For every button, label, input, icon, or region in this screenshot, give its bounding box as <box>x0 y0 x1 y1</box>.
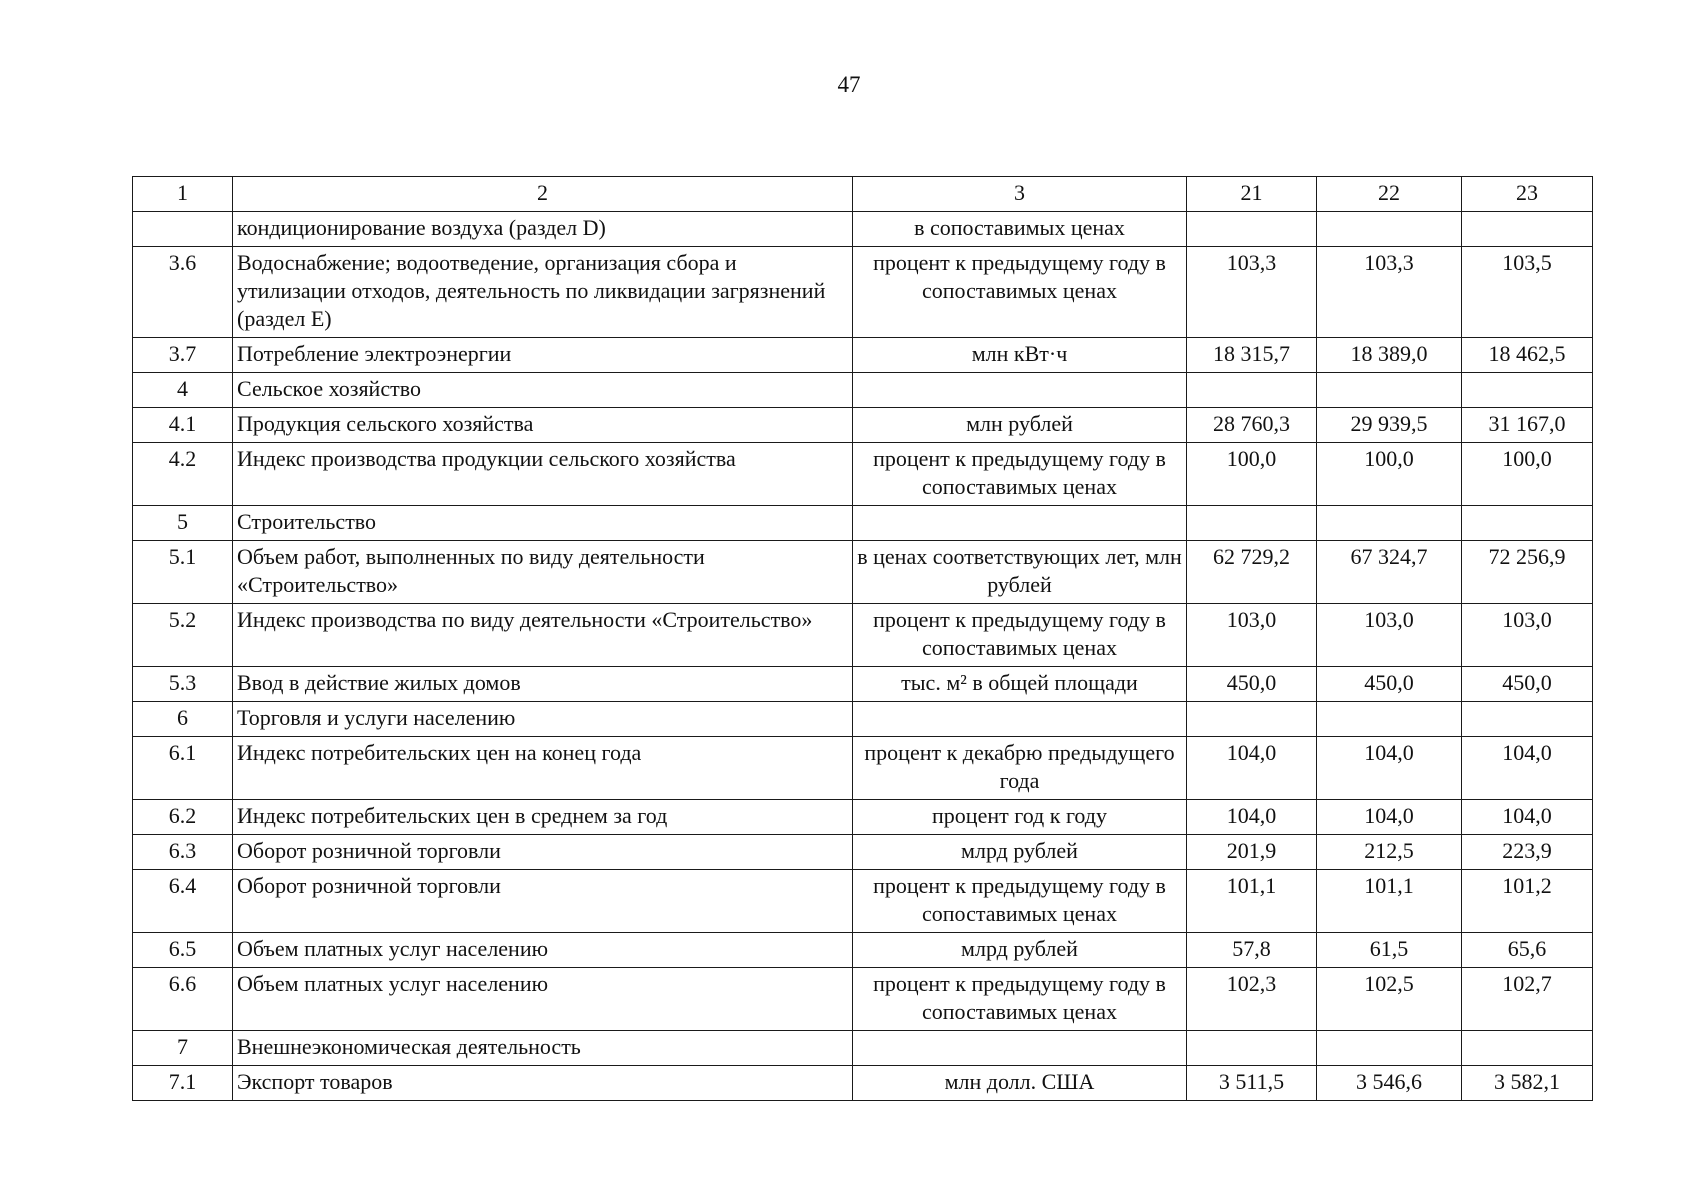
indicator-name: Объем платных услуг населению <box>233 933 853 968</box>
value-2022: 61,5 <box>1317 933 1462 968</box>
value-2021: 104,0 <box>1187 737 1317 800</box>
value-2023: 102,7 <box>1462 968 1593 1031</box>
unit-cell: процент к предыдущему году в сопоставимых ценах <box>853 443 1187 506</box>
table-row <box>133 408 1593 443</box>
row-number: 7.1 <box>133 1066 233 1101</box>
unit-cell: млн долл. США <box>853 1066 1187 1101</box>
unit-cell: процент к предыдущему году в сопоставимых ценах <box>853 870 1187 933</box>
value-2022 <box>1317 212 1462 247</box>
value-2023: 103,0 <box>1462 604 1593 667</box>
row-number: 6.3 <box>133 835 233 870</box>
indicator-name: Индекс производства по виду деятельности «Строительство» <box>233 604 853 667</box>
indicator-name: Водоснабжение; водоотведение, организация сбора и утилизации отходов, деятельность по ликвидации загрязнений (раздел E) <box>233 247 853 338</box>
unit-cell <box>853 506 1187 541</box>
table-row <box>133 338 1593 373</box>
value-2021 <box>1187 373 1317 408</box>
value-2021: 18 315,7 <box>1187 338 1317 373</box>
value-2021 <box>1187 506 1317 541</box>
row-number: 5.2 <box>133 604 233 667</box>
row-number: 5 <box>133 506 233 541</box>
header-cell: 23 <box>1462 177 1593 212</box>
table-row <box>133 373 1593 408</box>
table-row <box>133 702 1593 737</box>
row-number: 4.2 <box>133 443 233 506</box>
value-2022: 67 324,7 <box>1317 541 1462 604</box>
indicator-name: Внешнеэкономическая деятельность <box>233 1031 853 1066</box>
indicator-name: кондиционирование воздуха (раздел D) <box>233 212 853 247</box>
table-row <box>133 667 1593 702</box>
indicator-name: Строительство <box>233 506 853 541</box>
row-number: 6.2 <box>133 800 233 835</box>
unit-cell <box>853 1031 1187 1066</box>
header-cell: 21 <box>1187 177 1317 212</box>
value-2022: 103,3 <box>1317 247 1462 338</box>
unit-cell: в сопоставимых ценах <box>853 212 1187 247</box>
value-2022: 450,0 <box>1317 667 1462 702</box>
row-number: 6.6 <box>133 968 233 1031</box>
table-row <box>133 968 1593 1031</box>
value-2022 <box>1317 373 1462 408</box>
row-number: 6 <box>133 702 233 737</box>
row-number: 7 <box>133 1031 233 1066</box>
value-2023: 101,2 <box>1462 870 1593 933</box>
value-2023: 31 167,0 <box>1462 408 1593 443</box>
indicators-table <box>132 176 1593 1101</box>
value-2023: 18 462,5 <box>1462 338 1593 373</box>
indicator-name: Потребление электроэнергии <box>233 338 853 373</box>
value-2023: 104,0 <box>1462 800 1593 835</box>
value-2023 <box>1462 373 1593 408</box>
value-2023: 450,0 <box>1462 667 1593 702</box>
value-2023: 100,0 <box>1462 443 1593 506</box>
value-2021: 100,0 <box>1187 443 1317 506</box>
value-2023: 3 582,1 <box>1462 1066 1593 1101</box>
unit-cell <box>853 702 1187 737</box>
value-2021: 102,3 <box>1187 968 1317 1031</box>
value-2022 <box>1317 1031 1462 1066</box>
table-row <box>133 443 1593 506</box>
unit-cell: процент к предыдущему году в сопоставимых ценах <box>853 604 1187 667</box>
value-2023: 72 256,9 <box>1462 541 1593 604</box>
value-2021: 104,0 <box>1187 800 1317 835</box>
table-row <box>133 247 1593 338</box>
indicator-name: Объем работ, выполненных по виду деятельности «Строительство» <box>233 541 853 604</box>
header-cell: 1 <box>133 177 233 212</box>
value-2022: 103,0 <box>1317 604 1462 667</box>
row-number: 4.1 <box>133 408 233 443</box>
value-2022 <box>1317 702 1462 737</box>
indicator-name: Сельское хозяйство <box>233 373 853 408</box>
indicator-name: Индекс потребительских цен в среднем за год <box>233 800 853 835</box>
value-2023 <box>1462 212 1593 247</box>
value-2022: 18 389,0 <box>1317 338 1462 373</box>
row-number: 6.1 <box>133 737 233 800</box>
value-2023 <box>1462 702 1593 737</box>
unit-cell: процент к предыдущему году в сопоставимых ценах <box>853 247 1187 338</box>
value-2023: 104,0 <box>1462 737 1593 800</box>
table-row <box>133 506 1593 541</box>
unit-cell: в ценах соответствующих лет, млн рублей <box>853 541 1187 604</box>
unit-cell <box>853 373 1187 408</box>
row-number: 3.6 <box>133 247 233 338</box>
value-2022: 102,5 <box>1317 968 1462 1031</box>
row-number: 5.3 <box>133 667 233 702</box>
value-2021: 101,1 <box>1187 870 1317 933</box>
value-2023: 65,6 <box>1462 933 1593 968</box>
value-2021: 62 729,2 <box>1187 541 1317 604</box>
value-2021: 57,8 <box>1187 933 1317 968</box>
table-row <box>133 1031 1593 1066</box>
unit-cell: процент к предыдущему году в сопоставимых ценах <box>853 968 1187 1031</box>
table-row <box>133 604 1593 667</box>
value-2021: 103,0 <box>1187 604 1317 667</box>
indicator-name: Торговля и услуги населению <box>233 702 853 737</box>
unit-cell: млн рублей <box>853 408 1187 443</box>
value-2022 <box>1317 506 1462 541</box>
header-cell: 22 <box>1317 177 1462 212</box>
table-row <box>133 737 1593 800</box>
table-row <box>133 212 1593 247</box>
indicator-name: Ввод в действие жилых домов <box>233 667 853 702</box>
indicator-name: Индекс производства продукции сельского хозяйства <box>233 443 853 506</box>
indicator-name: Индекс потребительских цен на конец года <box>233 737 853 800</box>
table-row <box>133 835 1593 870</box>
value-2021 <box>1187 1031 1317 1066</box>
indicator-name: Продукция сельского хозяйства <box>233 408 853 443</box>
value-2022: 29 939,5 <box>1317 408 1462 443</box>
row-number: 5.1 <box>133 541 233 604</box>
value-2023 <box>1462 1031 1593 1066</box>
unit-cell: тыс. м² в общей площади <box>853 667 1187 702</box>
indicator-name: Оборот розничной торговли <box>233 835 853 870</box>
header-cell: 3 <box>853 177 1187 212</box>
value-2022: 104,0 <box>1317 800 1462 835</box>
unit-cell: млрд рублей <box>853 933 1187 968</box>
value-2022: 104,0 <box>1317 737 1462 800</box>
row-number: 6.4 <box>133 870 233 933</box>
unit-cell: процент к декабрю предыдущего года <box>853 737 1187 800</box>
indicator-name: Объем платных услуг населению <box>233 968 853 1031</box>
table-row <box>133 800 1593 835</box>
indicator-name: Оборот розничной торговли <box>233 870 853 933</box>
unit-cell: млн кВт·ч <box>853 338 1187 373</box>
value-2023: 223,9 <box>1462 835 1593 870</box>
value-2021: 450,0 <box>1187 667 1317 702</box>
table-row <box>133 1066 1593 1101</box>
value-2022: 101,1 <box>1317 870 1462 933</box>
table-row <box>133 933 1593 968</box>
value-2021 <box>1187 702 1317 737</box>
value-2022: 212,5 <box>1317 835 1462 870</box>
value-2023 <box>1462 506 1593 541</box>
value-2023: 103,5 <box>1462 247 1593 338</box>
value-2022: 3 546,6 <box>1317 1066 1462 1101</box>
row-number <box>133 212 233 247</box>
value-2021: 3 511,5 <box>1187 1066 1317 1101</box>
table-row <box>133 541 1593 604</box>
row-number: 3.7 <box>133 338 233 373</box>
page-number: 47 <box>837 72 861 97</box>
row-number: 6.5 <box>133 933 233 968</box>
value-2022: 100,0 <box>1317 443 1462 506</box>
table-row <box>133 870 1593 933</box>
unit-cell: процент год к году <box>853 800 1187 835</box>
value-2021: 103,3 <box>1187 247 1317 338</box>
header-cell: 2 <box>233 177 853 212</box>
value-2021 <box>1187 212 1317 247</box>
value-2021: 201,9 <box>1187 835 1317 870</box>
row-number: 4 <box>133 373 233 408</box>
unit-cell: млрд рублей <box>853 835 1187 870</box>
table-header-row <box>133 177 1593 212</box>
value-2021: 28 760,3 <box>1187 408 1317 443</box>
indicator-name: Экспорт товаров <box>233 1066 853 1101</box>
